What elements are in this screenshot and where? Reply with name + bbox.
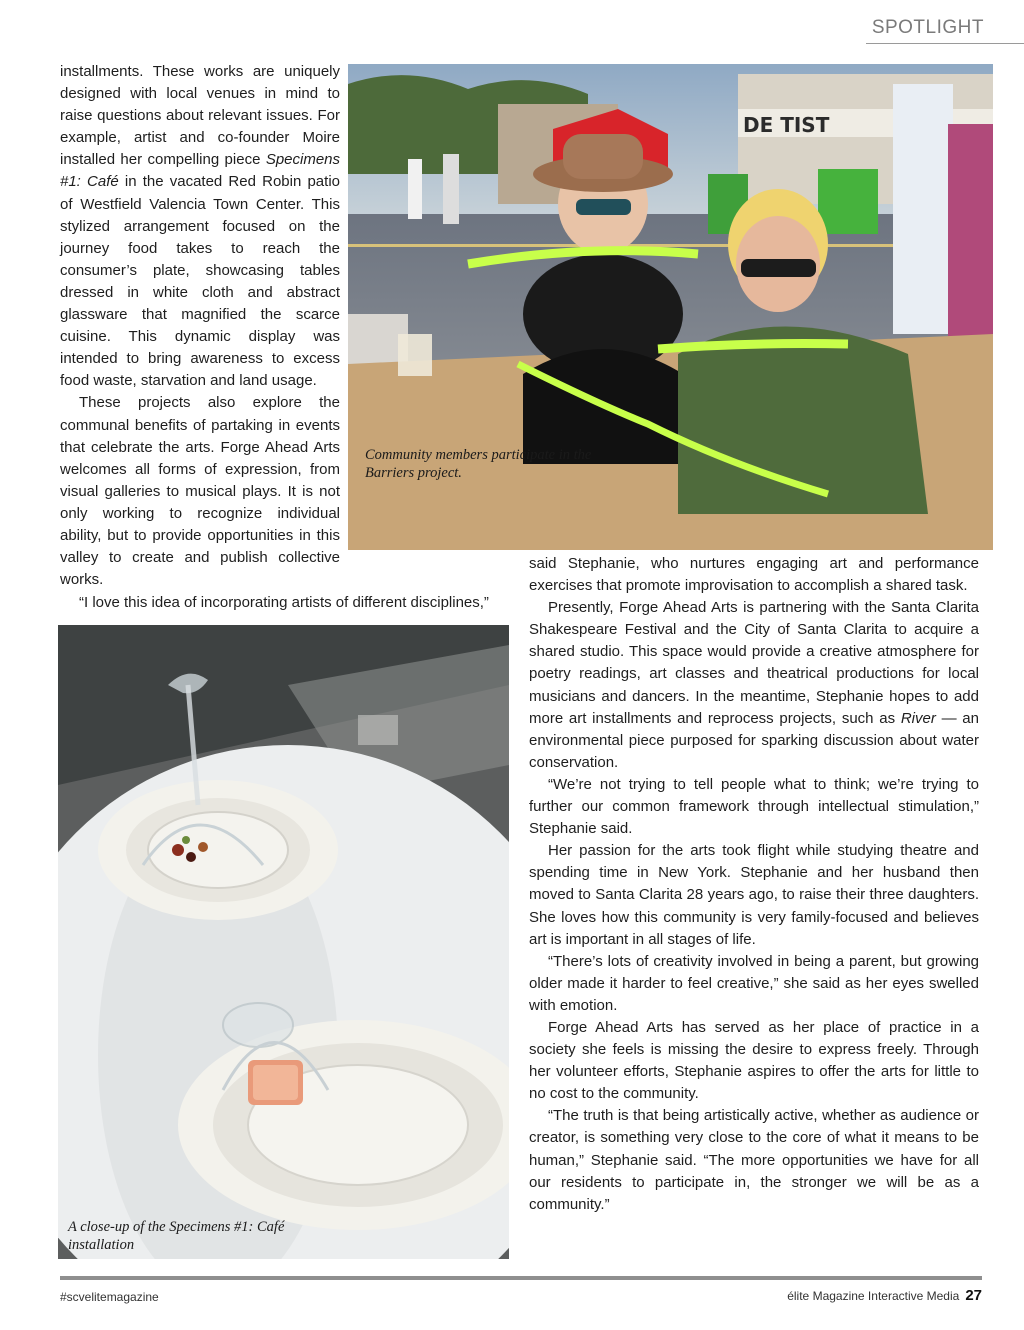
footer-rule: [60, 1276, 982, 1280]
right-paragraph-4: Her passion for the arts took flight while studying theatre and spending time in New York. Stephanie and her husband then moved to Santa Clarita 28 years ago, to raise their three daughters. She loves how this community is very family-focused and believes art is important in all stages of life.: [529, 842, 979, 948]
page-number: 27: [965, 1287, 982, 1304]
section-rule: [866, 43, 1024, 44]
right-paragraph-6: Forge Ahead Arts has served as her place of practice in a society she feels is missing the desire to express freely. Through her volunteer efforts, Stephanie aspires to offer the arts for little to no cost to the community.: [529, 1018, 979, 1103]
specimens-cafe-photo: [58, 625, 509, 1259]
right-paragraph-3: “We’re not trying to tell people what to think; we’re trying to further our common framework through intellectual stimulation,” Stephanie said.: [529, 775, 979, 838]
left-paragraph-1: installments. These works are uniquely designed with local venues in mind to raise questions about relevant issues. For example, artist and co-founder Moire installed her compelling piece Specimens #1: Café in the vacated Red Robin patio of Westfield Valencia Town Center. This stylized arrangement focused on the journey food takes to reach the consumer’s plate, showcasing tables dressed in white cloth and abstract glassware that magnified the scarce cuisine. This dynamic display was intended to bring awareness to excess food waste, starvation and land usage.: [60, 63, 341, 390]
publication-name: élite Magazine Interactive Media: [787, 1289, 960, 1303]
right-paragraph-7: “The truth is that being artistically active, whether as audience or creator, is something very close to the core of what it means to be human,” Stephanie said. “The more opportunities we have for all our residents to participate in, the stronger we will be as a community.”: [529, 1107, 979, 1213]
right-paragraph-2: Presently, Forge Ahead Arts is partnering with the Santa Clarita Shakespeare Festival and the City of Santa Clarita to acquire a shared studio. This space would provide a creative atmosphere for poetry readings, art classes and theatrical productions for local musicians and dancers. In the meantime, Stephanie hopes to add more art installments and reprocess projects, such as River — an environmental piece purposed for sparking discussion about water conservation.: [529, 599, 979, 771]
footer-hashtag: #scvelitemagazine: [60, 1290, 159, 1304]
left-column: [60, 61, 340, 591]
footer-publication: [787, 1287, 982, 1304]
right-paragraph-1: said Stephanie, who nurtures engaging art and performance exercises that promote improvisation to accomplish a shared task.: [529, 555, 979, 595]
left-paragraph-2: These projects also explore the communal benefits of partaking in events that celebrate the arts. Forge Ahead Arts welcomes all forms of expression, from visual galleries to musical plays. It is not only working to recognize individual ability, but to provide opportunities in this valley to create and publish collective works.: [60, 394, 340, 589]
section-title: SPOTLIGHT: [871, 17, 984, 38]
artwork-title: Specimens #1: Café: [60, 151, 341, 191]
quote-line: “I love this idea of incorporating artists of different disciplines,”: [79, 594, 489, 611]
right-paragraph-5: “There’s lots of creativity involved in being a parent, but growing older made it harder to feel creative,” she said as her eyes swelled with emotion.: [529, 952, 979, 1014]
photo-caption-barriers: Community members participate in the Barriers project.: [365, 447, 592, 481]
dentist-sign: DE TIST: [743, 113, 830, 137]
photo-caption-specimens: A close-up of the Specimens #1: Café installation: [68, 1219, 285, 1253]
artwork-river: River: [900, 709, 936, 727]
right-column: [529, 553, 979, 1216]
